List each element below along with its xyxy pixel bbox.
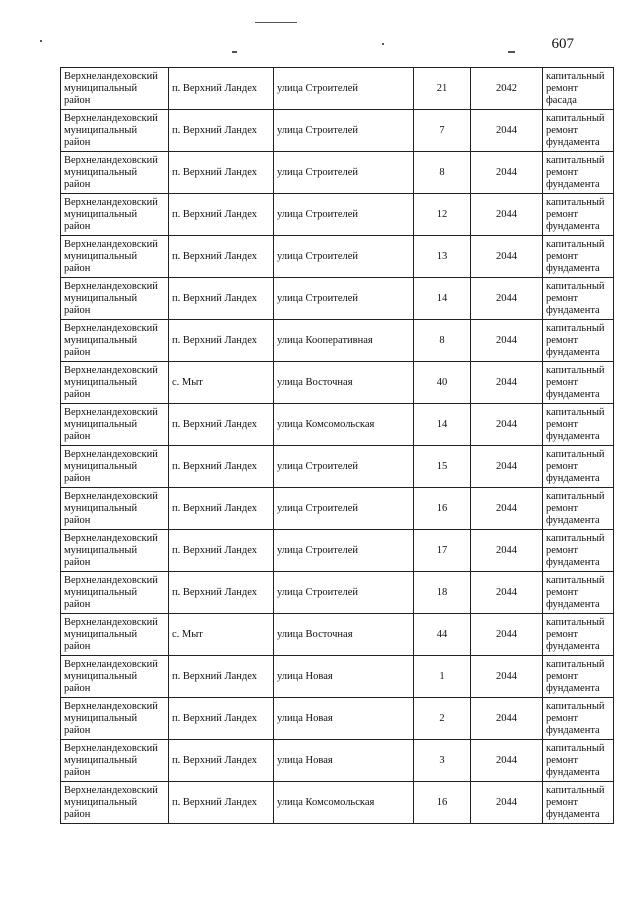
table-row xyxy=(61,782,614,824)
district-cell: Верхнеландеховский муниципальный район xyxy=(61,782,169,824)
work-type-cell: капитальный ремонт фундамента xyxy=(543,404,614,446)
settlement-cell: п. Верхний Ландех xyxy=(169,572,274,614)
district-cell: Верхнеландеховский муниципальный район xyxy=(61,740,169,782)
settlement-cell: с. Мыт xyxy=(169,362,274,404)
district-cell: Верхнеландеховский муниципальный район xyxy=(61,698,169,740)
settlement-cell: п. Верхний Ландех xyxy=(169,530,274,572)
settlement-cell: п. Верхний Ландех xyxy=(169,68,274,110)
district-cell: Верхнеландеховский муниципальный район xyxy=(61,110,169,152)
house-number-cell: 13 xyxy=(414,236,471,278)
work-type-cell: капитальный ремонт фундамента xyxy=(543,698,614,740)
table-row xyxy=(61,572,614,614)
district-cell: Верхнеландеховский муниципальный район xyxy=(61,572,169,614)
street-cell: улица Строителей xyxy=(274,152,414,194)
work-type-cell: капитальный ремонт фундамента xyxy=(543,320,614,362)
district-cell: Верхнеландеховский муниципальный район xyxy=(61,152,169,194)
planned-year-cell: 2044 xyxy=(471,572,543,614)
district-cell: Верхнеландеховский муниципальный район xyxy=(61,320,169,362)
planned-year-cell: 2044 xyxy=(471,740,543,782)
settlement-cell: п. Верхний Ландех xyxy=(169,152,274,194)
district-cell: Верхнеландеховский муниципальный район xyxy=(61,68,169,110)
housing-repair-table xyxy=(60,67,614,824)
table-row xyxy=(61,530,614,572)
table-row xyxy=(61,68,614,110)
settlement-cell: п. Верхний Ландех xyxy=(169,740,274,782)
table-row xyxy=(61,194,614,236)
street-cell: улица Строителей xyxy=(274,236,414,278)
street-cell: улица Строителей xyxy=(274,446,414,488)
table-row xyxy=(61,110,614,152)
street-cell: улица Комсомольская xyxy=(274,782,414,824)
scan-artifact xyxy=(232,51,237,53)
house-number-cell: 8 xyxy=(414,152,471,194)
planned-year-cell: 2044 xyxy=(471,110,543,152)
district-cell: Верхнеландеховский муниципальный район xyxy=(61,614,169,656)
house-number-cell: 16 xyxy=(414,782,471,824)
street-cell: улица Строителей xyxy=(274,110,414,152)
planned-year-cell: 2044 xyxy=(471,320,543,362)
settlement-cell: п. Верхний Ландех xyxy=(169,698,274,740)
district-cell: Верхнеландеховский муниципальный район xyxy=(61,530,169,572)
scan-artifact xyxy=(255,22,297,23)
work-type-cell: капитальный ремонт фундамента xyxy=(543,782,614,824)
work-type-cell: капитальный ремонт фундамента xyxy=(543,236,614,278)
district-cell: Верхнеландеховский муниципальный район xyxy=(61,362,169,404)
settlement-cell: п. Верхний Ландех xyxy=(169,194,274,236)
settlement-cell: п. Верхний Ландех xyxy=(169,110,274,152)
house-number-cell: 12 xyxy=(414,194,471,236)
table-row xyxy=(61,656,614,698)
settlement-cell: п. Верхний Ландех xyxy=(169,488,274,530)
house-number-cell: 18 xyxy=(414,572,471,614)
planned-year-cell: 2044 xyxy=(471,698,543,740)
work-type-cell: капитальный ремонт фундамента xyxy=(543,446,614,488)
house-number-cell: 2 xyxy=(414,698,471,740)
planned-year-cell: 2044 xyxy=(471,152,543,194)
table-row xyxy=(61,488,614,530)
house-number-cell: 14 xyxy=(414,278,471,320)
table-row xyxy=(61,740,614,782)
planned-year-cell: 2044 xyxy=(471,404,543,446)
page-number: 607 xyxy=(551,36,574,52)
scan-artifact xyxy=(508,51,515,53)
street-cell: улица Строителей xyxy=(274,572,414,614)
settlement-cell: п. Верхний Ландех xyxy=(169,656,274,698)
work-type-cell: капитальный ремонт фундамента xyxy=(543,194,614,236)
street-cell: улица Восточная xyxy=(274,614,414,656)
table-row xyxy=(61,236,614,278)
planned-year-cell: 2044 xyxy=(471,446,543,488)
table-row xyxy=(61,614,614,656)
settlement-cell: п. Верхний Ландех xyxy=(169,446,274,488)
street-cell: улица Новая xyxy=(274,698,414,740)
settlement-cell: с. Мыт xyxy=(169,614,274,656)
planned-year-cell: 2044 xyxy=(471,656,543,698)
district-cell: Верхнеландеховский муниципальный район xyxy=(61,194,169,236)
house-number-cell: 14 xyxy=(414,404,471,446)
work-type-cell: капитальный ремонт фундамента xyxy=(543,278,614,320)
table-row xyxy=(61,278,614,320)
planned-year-cell: 2044 xyxy=(471,236,543,278)
work-type-cell: капитальный ремонт фундамента xyxy=(543,614,614,656)
street-cell: улица Строителей xyxy=(274,194,414,236)
district-cell: Верхнеландеховский муниципальный район xyxy=(61,236,169,278)
table-body xyxy=(61,68,614,824)
district-cell: Верхнеландеховский муниципальный район xyxy=(61,446,169,488)
work-type-cell: капитальный ремонт фундамента xyxy=(543,362,614,404)
street-cell: улица Новая xyxy=(274,656,414,698)
work-type-cell: капитальный ремонт фундамента xyxy=(543,110,614,152)
settlement-cell: п. Верхний Ландех xyxy=(169,278,274,320)
scan-artifact xyxy=(40,40,42,42)
planned-year-cell: 2044 xyxy=(471,614,543,656)
work-type-cell: капитальный ремонт фундамента xyxy=(543,152,614,194)
work-type-cell: капитальный ремонт фундамента xyxy=(543,530,614,572)
work-type-cell: капитальный ремонт фасада xyxy=(543,68,614,110)
settlement-cell: п. Верхний Ландех xyxy=(169,782,274,824)
table-row xyxy=(61,152,614,194)
house-number-cell: 1 xyxy=(414,656,471,698)
house-number-cell: 7 xyxy=(414,110,471,152)
work-type-cell: капитальный ремонт фундамента xyxy=(543,488,614,530)
work-type-cell: капитальный ремонт фундамента xyxy=(543,656,614,698)
street-cell: улица Кооперативная xyxy=(274,320,414,362)
settlement-cell: п. Верхний Ландех xyxy=(169,236,274,278)
house-number-cell: 8 xyxy=(414,320,471,362)
street-cell: улица Комсомольская xyxy=(274,404,414,446)
district-cell: Верхнеландеховский муниципальный район xyxy=(61,404,169,446)
house-number-cell: 40 xyxy=(414,362,471,404)
street-cell: улица Строителей xyxy=(274,530,414,572)
table-row xyxy=(61,446,614,488)
house-number-cell: 16 xyxy=(414,488,471,530)
street-cell: улица Строителей xyxy=(274,278,414,320)
scan-artifact xyxy=(382,43,384,45)
settlement-cell: п. Верхний Ландех xyxy=(169,320,274,362)
work-type-cell: капитальный ремонт фундамента xyxy=(543,740,614,782)
planned-year-cell: 2044 xyxy=(471,278,543,320)
planned-year-cell: 2044 xyxy=(471,782,543,824)
planned-year-cell: 2044 xyxy=(471,530,543,572)
street-cell: улица Восточная xyxy=(274,362,414,404)
settlement-cell: п. Верхний Ландех xyxy=(169,404,274,446)
house-number-cell: 44 xyxy=(414,614,471,656)
house-number-cell: 15 xyxy=(414,446,471,488)
table-row xyxy=(61,362,614,404)
street-cell: улица Строителей xyxy=(274,488,414,530)
district-cell: Верхнеландеховский муниципальный район xyxy=(61,278,169,320)
planned-year-cell: 2044 xyxy=(471,488,543,530)
work-type-cell: капитальный ремонт фундамента xyxy=(543,572,614,614)
house-number-cell: 21 xyxy=(414,68,471,110)
district-cell: Верхнеландеховский муниципальный район xyxy=(61,488,169,530)
street-cell: улица Новая xyxy=(274,740,414,782)
house-number-cell: 3 xyxy=(414,740,471,782)
table-row xyxy=(61,320,614,362)
house-number-cell: 17 xyxy=(414,530,471,572)
district-cell: Верхнеландеховский муниципальный район xyxy=(61,656,169,698)
planned-year-cell: 2044 xyxy=(471,194,543,236)
planned-year-cell: 2042 xyxy=(471,68,543,110)
street-cell: улица Строителей xyxy=(274,68,414,110)
planned-year-cell: 2044 xyxy=(471,362,543,404)
table-row xyxy=(61,404,614,446)
table-row xyxy=(61,698,614,740)
